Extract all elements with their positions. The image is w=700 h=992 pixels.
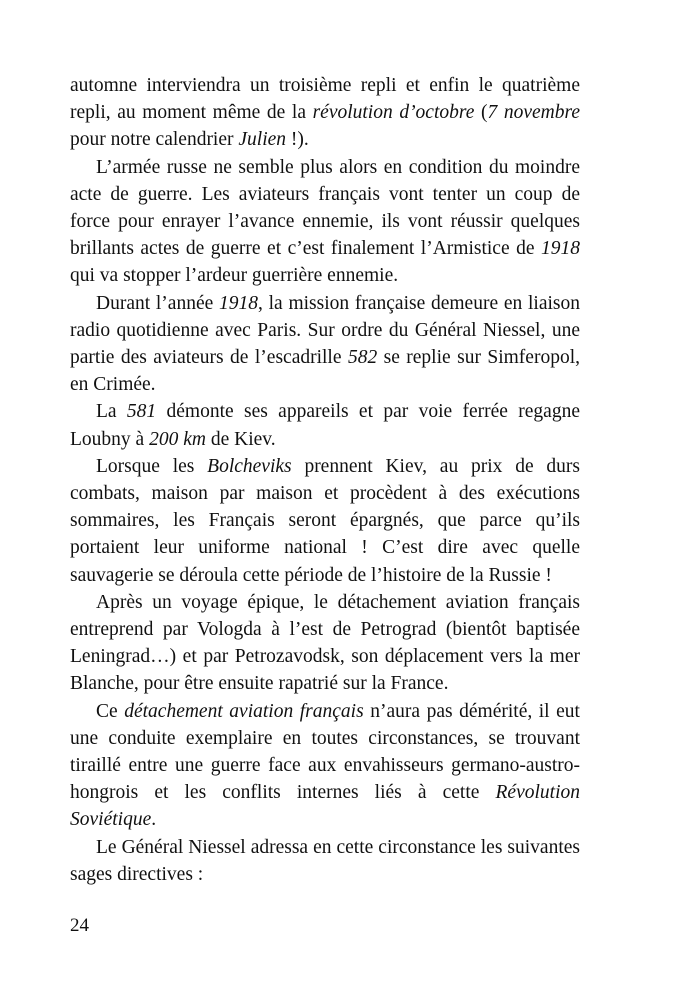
italic-run: révolution d’octobre	[312, 102, 475, 124]
italic-run: Bolcheviks	[207, 455, 292, 477]
italic-run: 581	[126, 401, 157, 423]
paragraph-7	[70, 698, 580, 834]
text-run: Lorsque les	[96, 455, 208, 477]
text-run: démonte ses appareils et par voie ferrée regagne Loubny à	[70, 401, 580, 450]
text-run: n’aura pas démérité, il eut une conduite exemplaire en toutes circonstances, se trouvant tiraillé entre une guerre face aux envahisseurs germano-austro-hongrois et les conflits internes liés à cette	[70, 700, 580, 804]
text-run: L’armée russe ne semble plus alors en condition du moindre acte de guerre. Les aviateurs français vont tenter un coup de force pour enrayer l’avance ennemie, ils vont réussir quelques brillants actes de guerre et c’est finalement l’Armistice de	[70, 156, 580, 260]
italic-run: 1918	[219, 292, 259, 314]
italic-run: 200 km	[149, 428, 206, 450]
text-run: Après un voyage épique, le détachement aviation français entreprend par Vologda à l’est de Petrograd (bientôt baptisée Leningrad…) et par Petrozavodsk, son déplacement vers la mer Blanche, pour être ensuite rapatrié sur la France.	[70, 591, 580, 695]
text-run: !).	[286, 129, 309, 151]
italic-run: 1918	[541, 238, 580, 260]
paragraph-8	[70, 834, 580, 888]
paragraph-3	[70, 290, 580, 399]
text-run: Durant l’année	[96, 292, 220, 314]
text-run: prennent Kiev, au prix de durs combats, maison par maison et procèdent à des exécutions sommaires, les Français seront épargnés, que parce qu’ils portaient leur uniforme national ! C’est dire avec quelle sauvagerie se déroula cette période de l’histoire de la Russie !	[70, 455, 580, 586]
italic-run: 582	[347, 347, 378, 369]
text-run: qui va stopper l’ardeur guerrière ennemie.	[70, 265, 399, 287]
paragraph-5	[70, 453, 580, 589]
text-run: La	[96, 401, 127, 423]
paragraph-4	[70, 398, 580, 452]
italic-run: Julien	[238, 129, 287, 151]
page-body	[70, 72, 580, 888]
italic-run: Révolution Soviétique	[70, 782, 580, 831]
text-run: de Kiev.	[205, 428, 276, 450]
text-run: pour notre calendrier	[70, 129, 239, 151]
text-run: automne interviendra un troisième repli et enfin le quatrième repli, au moment même de la	[70, 75, 580, 124]
italic-run: 7 novembre	[487, 102, 580, 124]
page-number: 24	[70, 915, 89, 936]
paragraph-6	[70, 589, 580, 698]
text-run: se replie sur Simferopol, en Crimée.	[70, 347, 580, 396]
text-run: .	[151, 809, 157, 831]
paragraph-2	[70, 154, 580, 290]
text-run: , la mission française demeure en liaison radio quotidienne avec Paris. Sur ordre du Général Niessel, une partie des aviateurs de l’escadrille	[70, 292, 580, 369]
text-run: (	[474, 102, 488, 124]
paragraph-1	[70, 72, 580, 154]
text-run: Ce	[96, 700, 125, 722]
text-run: Le Général Niessel adressa en cette circonstance les suivantes sages directives :	[70, 836, 580, 885]
italic-run: détachement aviation français	[124, 700, 364, 722]
